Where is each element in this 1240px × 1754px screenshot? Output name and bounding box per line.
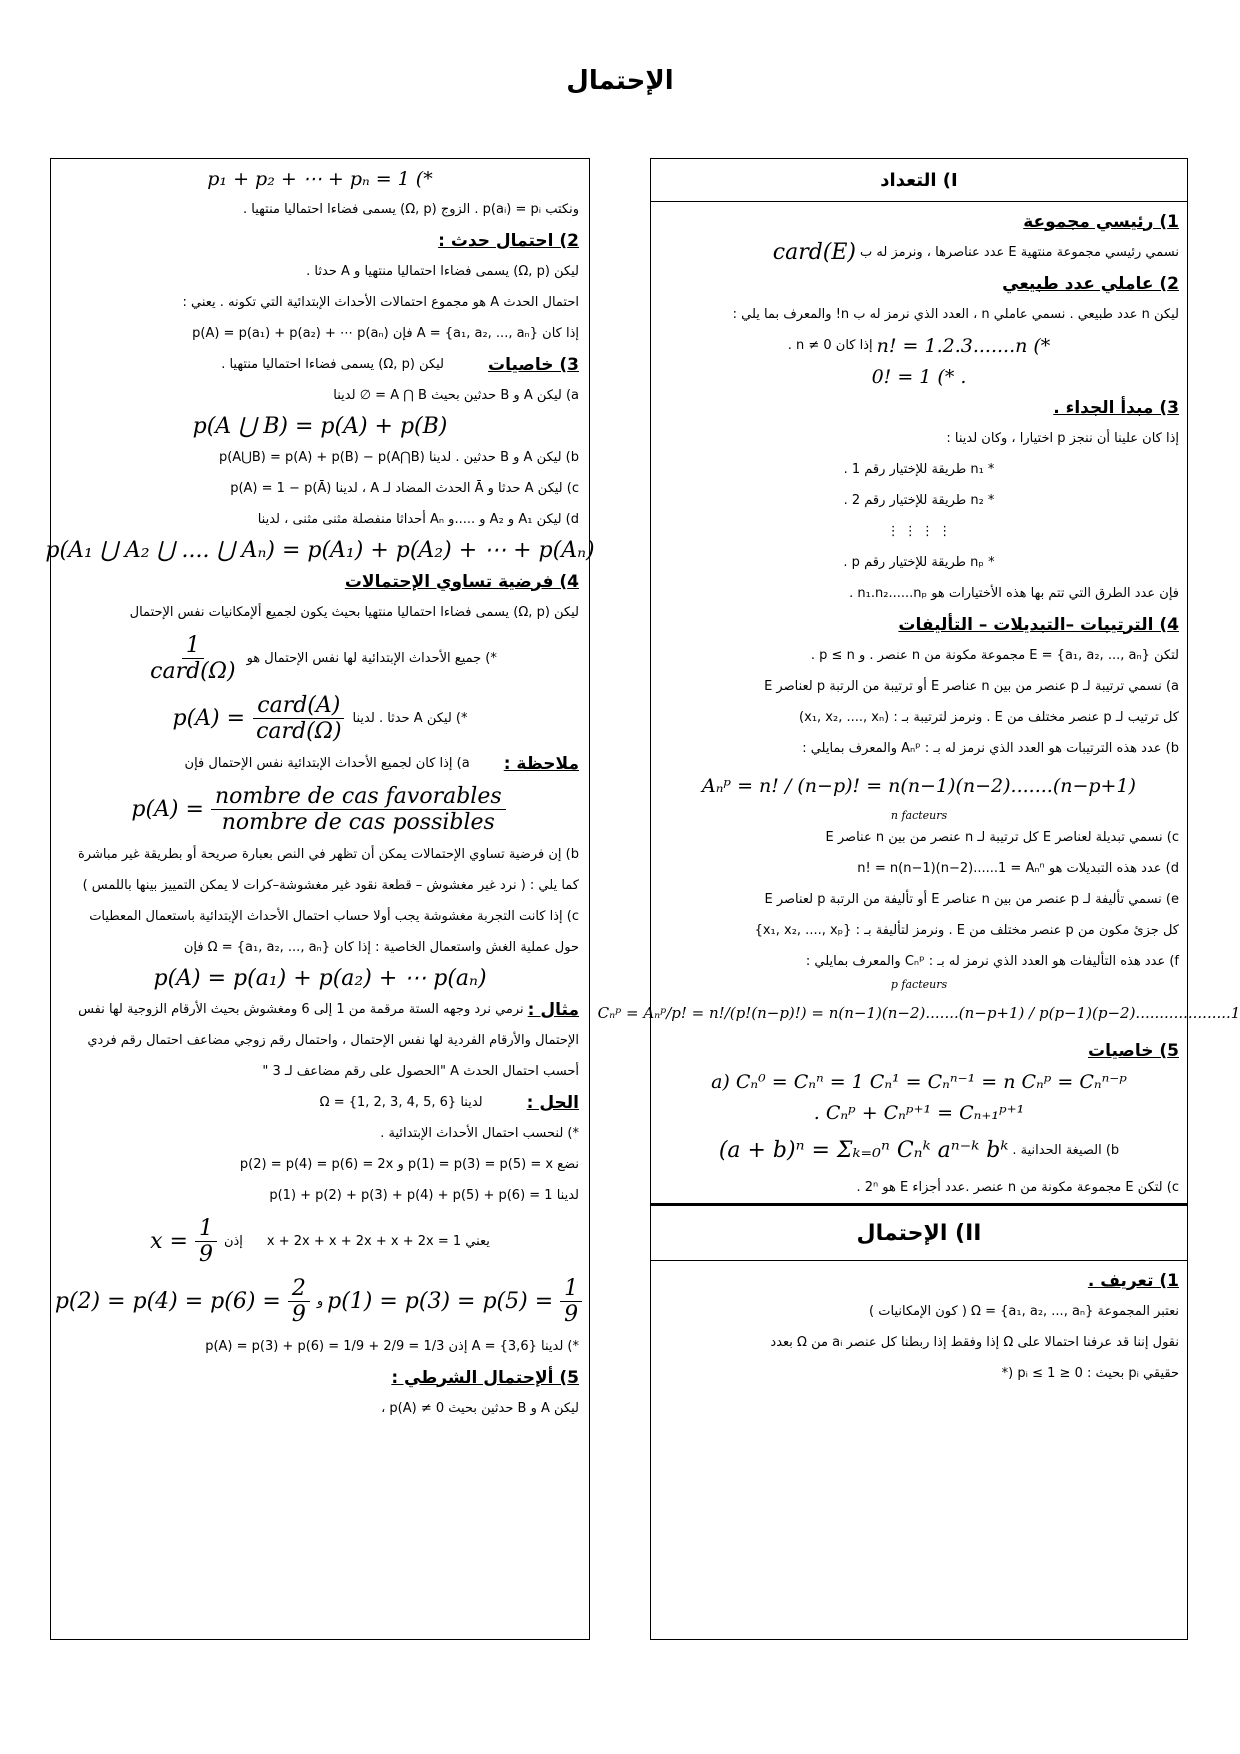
text-line: فإن عدد الطرق التي تتم بها هذه الأختيارات هو n₁.n₂......nₚ .	[849, 586, 1179, 601]
text-line: إذا كان A = {a₁, a₂, ..., aₙ} فإن p(A) = p(a₁) + p(a₂) + ⋯ p(aₙ)	[192, 326, 579, 341]
text-line: لدينا Ω = {1, 2, 3, 4, 5, 6}	[319, 1095, 483, 1110]
left-column	[45, 158, 595, 1640]
text-line: إذن	[223, 1233, 243, 1249]
solution-x: x = $\frac{1}{9}$	[150, 1216, 220, 1267]
section-header-counting: I) التعداد	[651, 159, 1187, 202]
text-line: كل جزئ مكون من p عنصر مختلف من E . ونرمز لتأليفة بـ : {x₁, x₂, ...., xₚ}	[754, 923, 1179, 938]
text-line: *) لنحسب احتمال الأحداث الإبتدائية .	[380, 1126, 579, 1141]
formula-cases: p(A) = $\frac{\text{nombre de cas favorables}}{\text{nombre de cas possibles}}$	[131, 784, 508, 835]
text-line: d) ليكن A₁ و A₂ و .....و Aₙ أحداثا منفصلة مثنى مثنى ، لدينا	[257, 512, 579, 527]
text-line: الإحتمال والأرقام الفردية لها نفس الإحتمال ، واحتمال رقم زوجي مضاعف احتمال رقم فردي	[87, 1033, 579, 1048]
subsection-title: 4) فرضية تساوي الإحتمالات	[344, 571, 579, 592]
subsection-title: 2) احتمال حدث :	[438, 230, 579, 251]
text-line: إذا كان علينا أن ننجز p اختيارا ، وكان لدينا :	[946, 431, 1179, 446]
text-line: c) ليكن A حدثا و Ā الحدث المضاد لـ A ، لدينا p(A) = 1 − p(Ā)	[230, 481, 579, 496]
text-line: d) عدد هذه التبديلات هو n! = n(n−1)(n−2)......1 = Aₙⁿ	[857, 861, 1179, 876]
text-line: b) عدد هذه الترتيبات هو العدد الذي نرمز له بـ : Aₙᵖ والمعرف بمايلي :	[802, 741, 1179, 756]
text-line: a) إذا كان لجميع الأحداث الإبتدائية نفس الإحتمال فإن	[184, 756, 470, 771]
text-line: a) نسمي ترتيبة لـ p عنصر من بين n عناصر E أو ترتيبة من الرتبة p لعناصر E	[764, 679, 1179, 694]
formula-arrangements: Aₙᵖ = n! / (n−p)! = n(n−1)(n−2).......(n−p+1)	[702, 775, 1136, 797]
formula-combinations: Cₙᵖ = Aₙᵖ/p! = n!/(p!(n−p)!) = n(n−1)(n−2).......(n−p+1) / p(p−1)(p−2)....................1	[597, 1004, 1240, 1022]
math-expression: p₁ + p₂ + ⋯ + pₙ = 1 (*	[207, 167, 433, 190]
page-title: الإحتمال	[566, 66, 674, 96]
formula-equiprobable: p(A) = $\frac{\text{card(A)}}{\text{card(Ω)}}$	[173, 693, 349, 744]
text-line: b) إن فرضية تساوي الإحتمالات يمكن أن تظهر في النص بعبارة صريحة أو بطريقة غير مباشرة	[77, 847, 579, 862]
text-line: نسمي رئيسي مجموعة منتهية E عدد عناصرها ، ونرمز له ب	[860, 245, 1179, 260]
text-line: نعتبر المجموعة Ω = {a₁, a₂, ..., aₙ} ( كون الإمكانيات )	[869, 1304, 1179, 1319]
text-line: احتمال الحدث A هو مجموع احتمالات الأحداث الإبتدائية التي تكونه . يعني :	[182, 295, 579, 310]
solution-odd-probs: p(1) = p(3) = p(5) = $\frac{1}{9}$	[327, 1276, 585, 1327]
list-item: * nₚ طريقة للإختيار رقم p .	[843, 555, 995, 570]
subsection-title: 5) خاصيات	[1088, 1040, 1179, 1061]
right-column	[597, 158, 1240, 1640]
text-line: نقول إننا قد عرفنا احتمالا على Ω إذا وفقط إذا ربطنا كل عنصر aᵢ من Ω بعدد	[770, 1335, 1179, 1350]
text-line: نرمي نرد وجهه الستة مرقمة من 1 إلى 6 ومغشوش بحيث الأرقام الزوجية لها نفس	[78, 1002, 524, 1017]
example-title: مثال :	[527, 999, 579, 1020]
text-line: ونكتب p(aᵢ) = pᵢ . الزوج (Ω, p) يسمى فضاءا احتماليا منتهيا .	[243, 202, 579, 217]
text-line: ليكن n عدد طبيعي . نسمي عاملي n ، العدد الذي نرمز له ب n! والمعرف بما يلي :	[732, 307, 1179, 322]
binomial-formula: (a + b)ⁿ = Σₖ₌₀ⁿ Cₙᵏ aⁿ⁻ᵏ bᵏ	[718, 1137, 1009, 1163]
formula-note: p facteurs	[890, 977, 948, 991]
subsection-title: 5) ألإحتمال الشرطي :	[391, 1367, 579, 1388]
math-expression: a) Cₙ⁰ = Cₙⁿ = 1 Cₙ¹ = Cₙⁿ⁻¹ = n Cₙᵖ = Cₙⁿ⁻ᵖ	[711, 1070, 1127, 1093]
math-expression: p(A ⋃ B) = p(A) + p(B)	[192, 414, 448, 439]
text-line: a) ليكن A و B حدثين بحيث A ⋂ B = ∅ لدينا	[333, 388, 579, 403]
text-line: c) لتكن E مجموعة مكونة من n عنصر .عدد أجزاء E هو 2ⁿ .	[856, 1180, 1179, 1195]
list-item: * n₁ طريقة للإختيار رقم 1 .	[843, 462, 995, 477]
text-line: أحسب احتمال الحدث A "الحصول على رقم مضاعف لـ 3 "	[262, 1064, 579, 1079]
math-expression: n! = 1.2.3.......n (*	[876, 334, 1051, 357]
text-line: ليكن (Ω, p) يسمى فضاءا احتماليا منتهيا و A حدثا .	[306, 264, 579, 279]
vertical-dots: ⋮ ⋮ ⋮ ⋮	[886, 524, 952, 539]
text-line: *) ليكن A حدثا . لدينا	[352, 710, 468, 726]
text-line: ليكن (Ω, p) يسمى فضاءا احتماليا منتهيا بحيث يكون لجميع ألإمكانيات نفس الإحتمال	[129, 605, 579, 620]
text-line: لتكن E = {a₁, a₂, ..., aₙ} مجموعة مكونة من n عنصر . و p ≤ n .	[810, 648, 1179, 663]
text-line: و	[316, 1293, 324, 1309]
fraction: $\frac{1}{\text{card(Ω)}}$	[150, 632, 236, 684]
text-line: لدينا p(1) + p(2) + p(3) + p(4) + p(5) + p(6) = 1	[269, 1188, 579, 1203]
remark-title: ملاحظة :	[503, 753, 579, 774]
text-line: نضع p(1) = p(3) = p(5) = x و p(2) = p(4) = p(6) = 2x	[239, 1157, 579, 1172]
solution-title: الحل :	[526, 1092, 579, 1113]
subsection-title: 1) تعريف .	[1087, 1270, 1179, 1291]
text-line: *) جميع الأحداث الإبتدائية لها نفس الإحتمال هو	[246, 650, 497, 666]
subsection-title: 4) الترتيبات –التبديلات – التأليفات	[898, 614, 1179, 635]
math-expression: card(E)	[772, 240, 857, 265]
math-expression: p(A₁ ⋃ A₂ ⋃ .... ⋃ Aₙ) = p(A₁) + p(A₂) + ⋯ + p(Aₙ)	[45, 538, 595, 563]
math-expression: p(A) = p(a₁) + p(a₂) + ⋯ p(aₙ)	[153, 966, 487, 991]
text-line: كل ترتيب لـ p عنصر مختلف من E . ونرمز لترتيبة بـ : (x₁, x₂, ...., xₙ)	[799, 710, 1179, 725]
text-line: ليكن A و B حدثين بحيث p(A) ≠ 0 ،	[381, 1401, 579, 1416]
text-line: يعني x + 2x + x + 2x + x + 2x = 1	[266, 1233, 490, 1249]
list-item: * n₂ طريقة للإختيار رقم 2 .	[843, 493, 995, 508]
math-expression: . Cₙᵖ + Cₙᵖ⁺¹ = Cₙ₊₁ᵖ⁺¹	[813, 1101, 1025, 1124]
subsection-title: 1) رئيسي مجموعة	[1023, 211, 1179, 232]
text-line: c) نسمي تبديلة لعناصر E كل ترتيبة لـ n عنصر من بين n عناصر E	[825, 830, 1179, 845]
text-line: ليكن (Ω, p) يسمى فضاءا احتماليا منتهيا .	[221, 357, 444, 372]
subsection-title: 3) مبدأ الجداء .	[1053, 397, 1179, 418]
text-line: حول عملية الغش واستعمال الخاصية : إذا كان Ω = {a₁, a₂, ..., aₙ} فإن	[183, 940, 579, 955]
text-line: c) إذا كانت التجربة مغشوشة يجب أولا حساب احتمال الأحداث الإبتدائية باستعمال المعطيات	[89, 909, 579, 924]
subsection-title: 2) عاملي عدد طبيعي	[1002, 273, 1179, 294]
solution-even-probs: p(2) = p(4) = p(6) = $\frac{2}{9}$	[55, 1276, 313, 1327]
text-line: كما يلي : ( نرد غير مغشوش – قطعة نقود غير مغشوشة–كرات لا يمكن التمييز بينها باللمس )	[82, 878, 579, 893]
text-line: *) لدينا A = {3,6} إذن p(A) = p(3) + p(6) = 1/9 + 2/9 = 1/3	[205, 1339, 579, 1354]
formula-note: n facteurs	[890, 808, 948, 822]
section-header-probability: II) الإحتمال	[651, 1203, 1187, 1261]
text-line: f) عدد هذه التأليفات هو العدد الذي نرمز له بـ : Cₙᵖ والمعرف بمايلي :	[805, 954, 1179, 969]
text-line: إذا كان n ≠ 0 .	[787, 338, 873, 353]
text-line: b) الصيغة الحدانية .	[1012, 1142, 1120, 1158]
math-expression: 0! = 1 (* .	[871, 365, 967, 388]
text-line: b) ليكن A و B حدثين . لدينا p(A⋃B) = p(A) + p(B) − p(A⋂B)	[218, 450, 579, 465]
text-line: e) نسمي تأليفة لـ p عنصر من بين n عناصر E أو تأليفة من الرتبة p لعناصر E	[764, 892, 1179, 907]
text-line: حقيقي pᵢ بحيث : 0 ≤ pᵢ ≤ 1 (*	[1001, 1366, 1179, 1381]
subsection-title: 3) خاصيات	[488, 354, 579, 375]
